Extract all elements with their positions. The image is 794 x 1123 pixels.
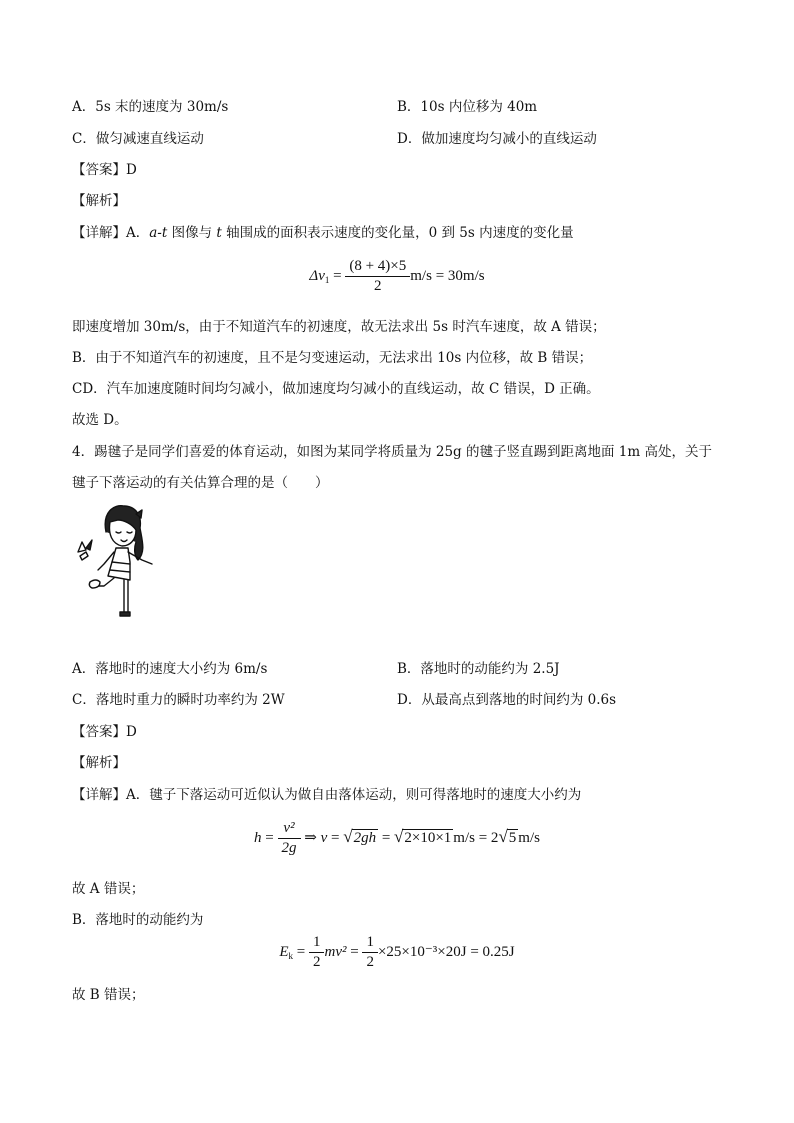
q3-detail-t: t xyxy=(216,225,222,241)
q3-detail-mid: 图像与 xyxy=(167,225,217,241)
eq3-f2-num: 1 xyxy=(366,934,374,950)
q3-option-b: B．10s 内位移为 40m xyxy=(397,99,538,115)
eq1-fraction xyxy=(347,258,408,295)
eq3-mv2: mv² xyxy=(324,943,347,960)
eq3-f2-den: 2 xyxy=(362,952,378,971)
q4-option-a: A．落地时的速度大小约为 6m/s xyxy=(72,661,268,677)
q3-line-1: 即速度增加 30m/s，由于不知道汽车的初速度，故无法求出 5s 时汽车速度，故 A 错误； xyxy=(72,319,606,335)
eq3-f1-den: 2 xyxy=(309,952,325,971)
eq2-numerator: v² xyxy=(283,820,295,836)
eq2-v: v xyxy=(320,829,328,846)
q4-line-7: 故 B 错误； xyxy=(72,987,145,1003)
eq1-equals: = xyxy=(329,267,346,284)
q4-line-6: B．落地时的动能约为 xyxy=(72,912,204,928)
eq2-unit: m/s xyxy=(518,829,540,846)
eq2-sqrt-d: 5 xyxy=(508,829,517,846)
q3-equation-delta-v xyxy=(0,258,794,295)
q3-analysis-heading: 【解析】 xyxy=(72,193,126,209)
q4-equation-velocity: h = $\frac{\text{v²}}{2g}$ ⇒ v = √2gh = √2×10×1 m/s = 2√5 m/s xyxy=(254,820,540,856)
q4-equation-kinetic-energy: $E_k$ = $\frac{1}{2}$ mv² = $\frac{1}{2}$ ×25×10⁻³×20J = 0.25J xyxy=(279,934,515,970)
eq2-sqrt-a: 2gh xyxy=(353,829,377,846)
eq3-f1-num: 1 xyxy=(312,934,321,950)
eq1-sub: 1 xyxy=(324,274,330,285)
eq3-sub: k xyxy=(288,950,294,961)
q3-detail-a xyxy=(72,224,574,242)
q3-detail-at: a-t xyxy=(149,225,168,241)
q4-stem-line-1: 4．踢毽子是同学们喜爱的体育运动，如图为某同学将质量为 25g 的毽子竖直踢到距离地面 1m 高处，关于 xyxy=(72,444,712,460)
eq1-lhs: Δv xyxy=(309,267,325,284)
q3-line-2: B．由于不知道汽车的初速度，且不是匀变速运动，无法求出 10s 内位移，故 B 错误； xyxy=(72,350,593,366)
girl-kicking-shuttlecock-illustration xyxy=(72,500,164,624)
eq2-implies: ⇒ xyxy=(300,829,321,846)
q4-option-d: D．从最高点到落地的时间约为 0.6s xyxy=(397,692,617,708)
eq3-fraction-2 xyxy=(364,934,376,971)
eq2-sqrt-b: 2×10×1 xyxy=(404,829,452,846)
eq3-e: E xyxy=(279,943,289,960)
eq2-fraction xyxy=(280,820,299,857)
q3-option-d: D．做加速度均匀减小的直线运动 xyxy=(397,131,597,147)
eq1-numerator: (8 + 4)×5 xyxy=(349,258,407,274)
eq2-middle: m/s = 2 xyxy=(453,829,499,846)
eq2-denominator: 2g xyxy=(278,838,301,857)
eq1-rhs: m/s = 30m/s xyxy=(410,267,485,284)
q4-answer: 【答案】D xyxy=(72,724,137,740)
q3-line-3: CD．汽车加速度随时间均匀减小，做加速度均匀减小的直线运动，故 C 错误，D 正确。 xyxy=(72,381,600,397)
q4-analysis-heading: 【解析】 xyxy=(72,755,126,771)
q4-option-c: C．落地时重力的瞬时功率约为 2W xyxy=(72,692,285,708)
eq1-denominator: 2 xyxy=(345,276,410,295)
q4-stem-line-2: 毽子下落运动的有关估算合理的是（ ） xyxy=(72,475,329,491)
q3-detail-prefix: 【详解】A． xyxy=(72,225,150,241)
q4-detail-a: 【详解】A．毽子下落运动可近似认为做自由落体运动，则可得落地时的速度大小约为 xyxy=(72,787,582,803)
q3-option-c: C．做匀减速直线运动 xyxy=(72,131,204,147)
eq2-h: h xyxy=(254,829,262,846)
q4-option-b: B．落地时的动能约为 2.5J xyxy=(397,661,560,677)
q4-line-5: 故 A 错误； xyxy=(72,881,145,897)
eq3-fraction-1 xyxy=(311,934,323,971)
q3-detail-rest: 轴围成的面积表示速度的变化量，0 到 5s 内速度的变化量 xyxy=(221,225,574,241)
eq3-rest: ×25×10⁻³×20J = 0.25J xyxy=(377,943,515,960)
q3-answer: 【答案】D xyxy=(72,162,137,178)
q3-option-a: A．5s 末的速度为 30m/s xyxy=(72,99,229,115)
q3-line-4: 故选 D。 xyxy=(72,412,128,428)
